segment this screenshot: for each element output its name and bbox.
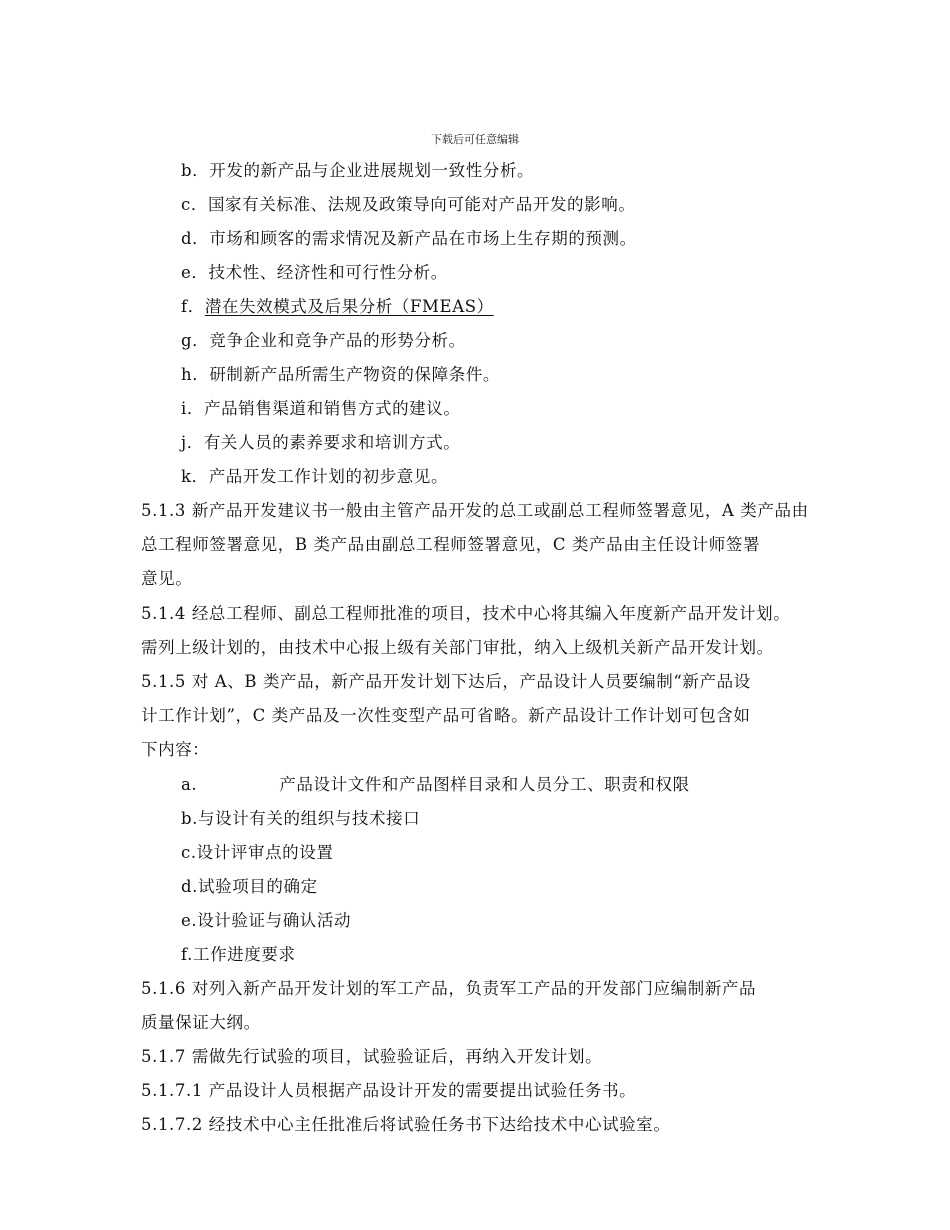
- list-item-label: f．: [181, 297, 205, 316]
- paragraph-line: 意见。: [141, 569, 193, 588]
- list-item: j．有关人员的素养要求和培训方式。: [181, 433, 461, 452]
- list-item: i．产品销售渠道和销售方式的建议。: [181, 399, 461, 418]
- list-item: k．产品开发工作计划的初步意见。: [181, 467, 449, 486]
- list-item: b．开发的新产品与企业进展规划一致性分析。: [181, 161, 535, 180]
- sub-item-text: 产品设计文件和产品图样目录和人员分工、职责和权限: [279, 775, 690, 794]
- paragraph-line: 5.1.7 需做先行试验的项目，试验验证后，再纳入开发计划。: [141, 1047, 603, 1066]
- paragraph-line: 5.1.3 新产品开发建议书一般由主管产品开发的总工或副总工程师签署意见，A 类产品由: [141, 501, 809, 520]
- list-item: g．竞争企业和竞争产品的形势分析。: [181, 331, 466, 350]
- paragraph-line: 5.1.6 对列入新产品开发计划的军工产品，负责军工产品的开发部门应编制新产品: [141, 979, 757, 998]
- page-header: 下载后可任意编辑: [431, 133, 519, 146]
- paragraph-line: 5.1.4 经总工程师、副总工程师批准的项目，技术中心将其编入年度新产品开发计划。: [141, 604, 791, 623]
- list-item: d．市场和顾客的需求情况及新产品在市场上生存期的预测。: [181, 229, 637, 248]
- sub-item-a: [181, 771, 690, 795]
- sub-item: c.设计评审点的设置: [181, 843, 334, 862]
- paragraph-line: 5.1.7.1 产品设计人员根据产品设计开发的需要提出试验任务书。: [141, 1081, 637, 1100]
- paragraph-line: 需列上级计划的，由技术中心报上级有关部门审批，纳入上级机关新产品开发计划。: [141, 638, 774, 657]
- paragraph-line: 总工程师签署意见，B 类产品由副总工程师签署意见，C 类产品由主任设计师签署: [141, 535, 761, 554]
- paragraph-line: 计工作计划”，C 类产品及一次性变型产品可省略。新产品设计工作计划可包含如: [141, 706, 751, 725]
- list-item: c．国家有关标准、法规及政策导向可能对产品开发的影响。: [181, 195, 636, 214]
- underlined-text: 潜在失效模式及后果分析（FMEAS）: [204, 297, 494, 316]
- list-item: e．技术性、经济性和可行性分析。: [181, 263, 448, 282]
- sub-item: d.试验项目的确定: [181, 877, 318, 896]
- paragraph-line: 5.1.7.2 经技术中心主任批准后将试验任务书下达给技术中心试验室。: [141, 1115, 671, 1134]
- paragraph-line: 质量保证大纲。: [141, 1013, 261, 1032]
- list-item: h．研制新产品所需生产物资的保障条件。: [181, 365, 501, 384]
- sub-item: f.工作进度要求: [181, 945, 296, 964]
- sub-item: b.与设计有关的组织与技术接口: [181, 809, 421, 828]
- paragraph-line: 5.1.5 对 A、B 类产品，新产品开发计划下达后，产品设计人员要编制“新产品设: [141, 672, 751, 691]
- list-item-fmeas: [181, 293, 494, 317]
- sub-item-label: a.: [181, 775, 198, 794]
- paragraph-line: 下内容：: [141, 740, 210, 759]
- sub-item: e.设计验证与确认活动: [181, 911, 352, 930]
